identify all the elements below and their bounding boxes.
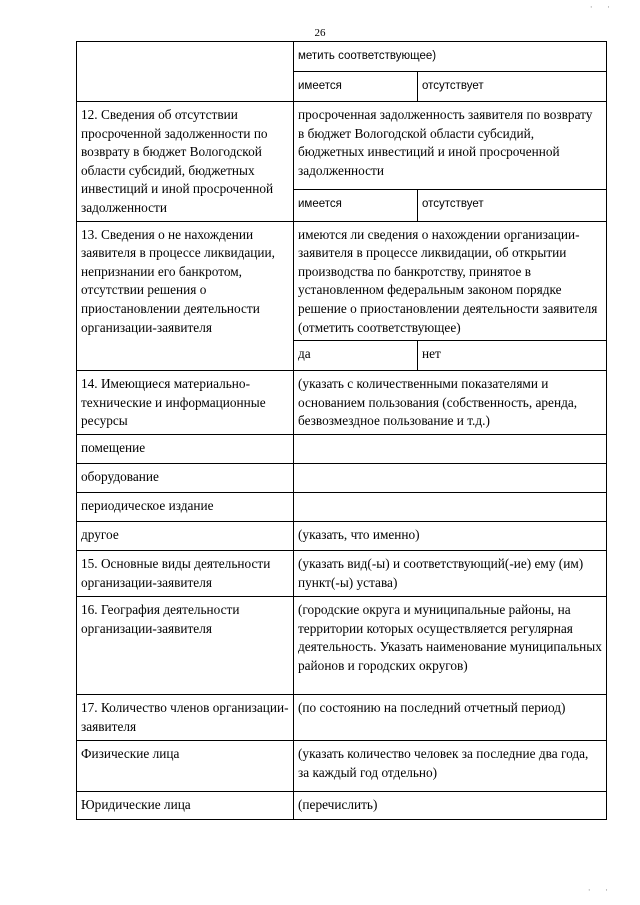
form-cell-question: Юридические лица — [77, 792, 294, 820]
form-cell-answer: метить соответствующее) — [294, 42, 607, 72]
option-no[interactable]: нет — [418, 341, 607, 371]
form-cell-question: оборудование — [77, 464, 294, 493]
form-cell-answer[interactable]: (по состоянию на последний отчетный период) — [294, 695, 607, 741]
form-cell-question: другое — [77, 522, 294, 551]
form-cell-input[interactable] — [294, 435, 607, 464]
form-cell-question: 13. Сведения о не нахождении заявителя в процессе ликвидации, непризнании его банкротом, отсутствии решения о приостановлении деятельности организации-заявителя — [77, 221, 294, 371]
option-absent[interactable]: отсутствует — [418, 72, 607, 102]
form-cell-answer[interactable]: (городские округа и муниципальные районы, на территории которых осуществляется регулярная деятельность. Указать наименование муниципальных районов и городских округов) — [294, 597, 607, 695]
form-cell-answer[interactable]: (перечислить) — [294, 792, 607, 820]
form-cell-answer[interactable]: (указать вид(-ы) и соответствующий(-ие) ему (им) пункт(-ы) устава) — [294, 551, 607, 597]
table-row — [77, 102, 607, 190]
table-row — [77, 221, 607, 341]
form-cell-input[interactable] — [294, 464, 607, 493]
form-cell-question: помещение — [77, 435, 294, 464]
option-present[interactable]: имеется — [294, 189, 418, 221]
table-row — [77, 695, 607, 741]
page-number: 26 — [314, 27, 326, 39]
form-cell-question: 15. Основные виды деятельности организации-заявителя — [77, 551, 294, 597]
form-cell-question: 17. Количество членов организации-заявителя — [77, 695, 294, 741]
application-form-table — [76, 41, 607, 820]
option-present[interactable]: имеется — [294, 72, 418, 102]
scan-specks-top: · · — [589, 2, 616, 12]
table-row — [77, 522, 607, 551]
form-cell-empty — [77, 42, 294, 102]
form-cell-question: 14. Имеющиеся материально-технические и информационные ресурсы — [77, 371, 294, 435]
table-row — [77, 597, 607, 695]
table-row — [77, 741, 607, 792]
table-row — [77, 493, 607, 522]
table-row — [77, 435, 607, 464]
table-row — [77, 42, 607, 72]
table-row — [77, 792, 607, 820]
option-yes[interactable]: да — [294, 341, 418, 371]
form-cell-answer[interactable]: (указать количество человек за последние два года, за каждый год отдельно) — [294, 741, 607, 792]
form-cell-answer: (указать с количественными показателями и основанием пользования (собственность, аренда, безвозмездное пользование и т.д.) — [294, 371, 607, 435]
table-row — [77, 371, 607, 435]
form-cell-question: 16. География деятельности организации-заявителя — [77, 597, 294, 695]
form-cell-question: периодическое издание — [77, 493, 294, 522]
form-cell-answer[interactable]: (указать, что именно) — [294, 522, 607, 551]
form-cell-question: 12. Сведения об отсутствии просроченной задолженности по возврату в бюджет Вологодской области субсидий, бюджетных инвестиций и иной просроченной задолженности — [77, 102, 294, 222]
table-row — [77, 551, 607, 597]
table-row — [77, 464, 607, 493]
form-cell-answer: имеются ли сведения о нахождении организации-заявителя в процессе ликвидации, об открытии производства по банкротству, принятое в установленном федеральным законом порядке решение о приостановлении деятельности заявителя (отметить соответствующее) — [294, 221, 607, 341]
form-cell-answer: просроченная задолженность заявителя по возврату в бюджет Вологодской области субсидий, бюджетных инвестиций и иной просроченной задолженности — [294, 102, 607, 190]
form-cell-question: Физические лица — [77, 741, 294, 792]
option-absent[interactable]: отсутствует — [418, 189, 607, 221]
form-cell-input[interactable] — [294, 493, 607, 522]
scan-specks-bottom: · · — [587, 885, 614, 895]
